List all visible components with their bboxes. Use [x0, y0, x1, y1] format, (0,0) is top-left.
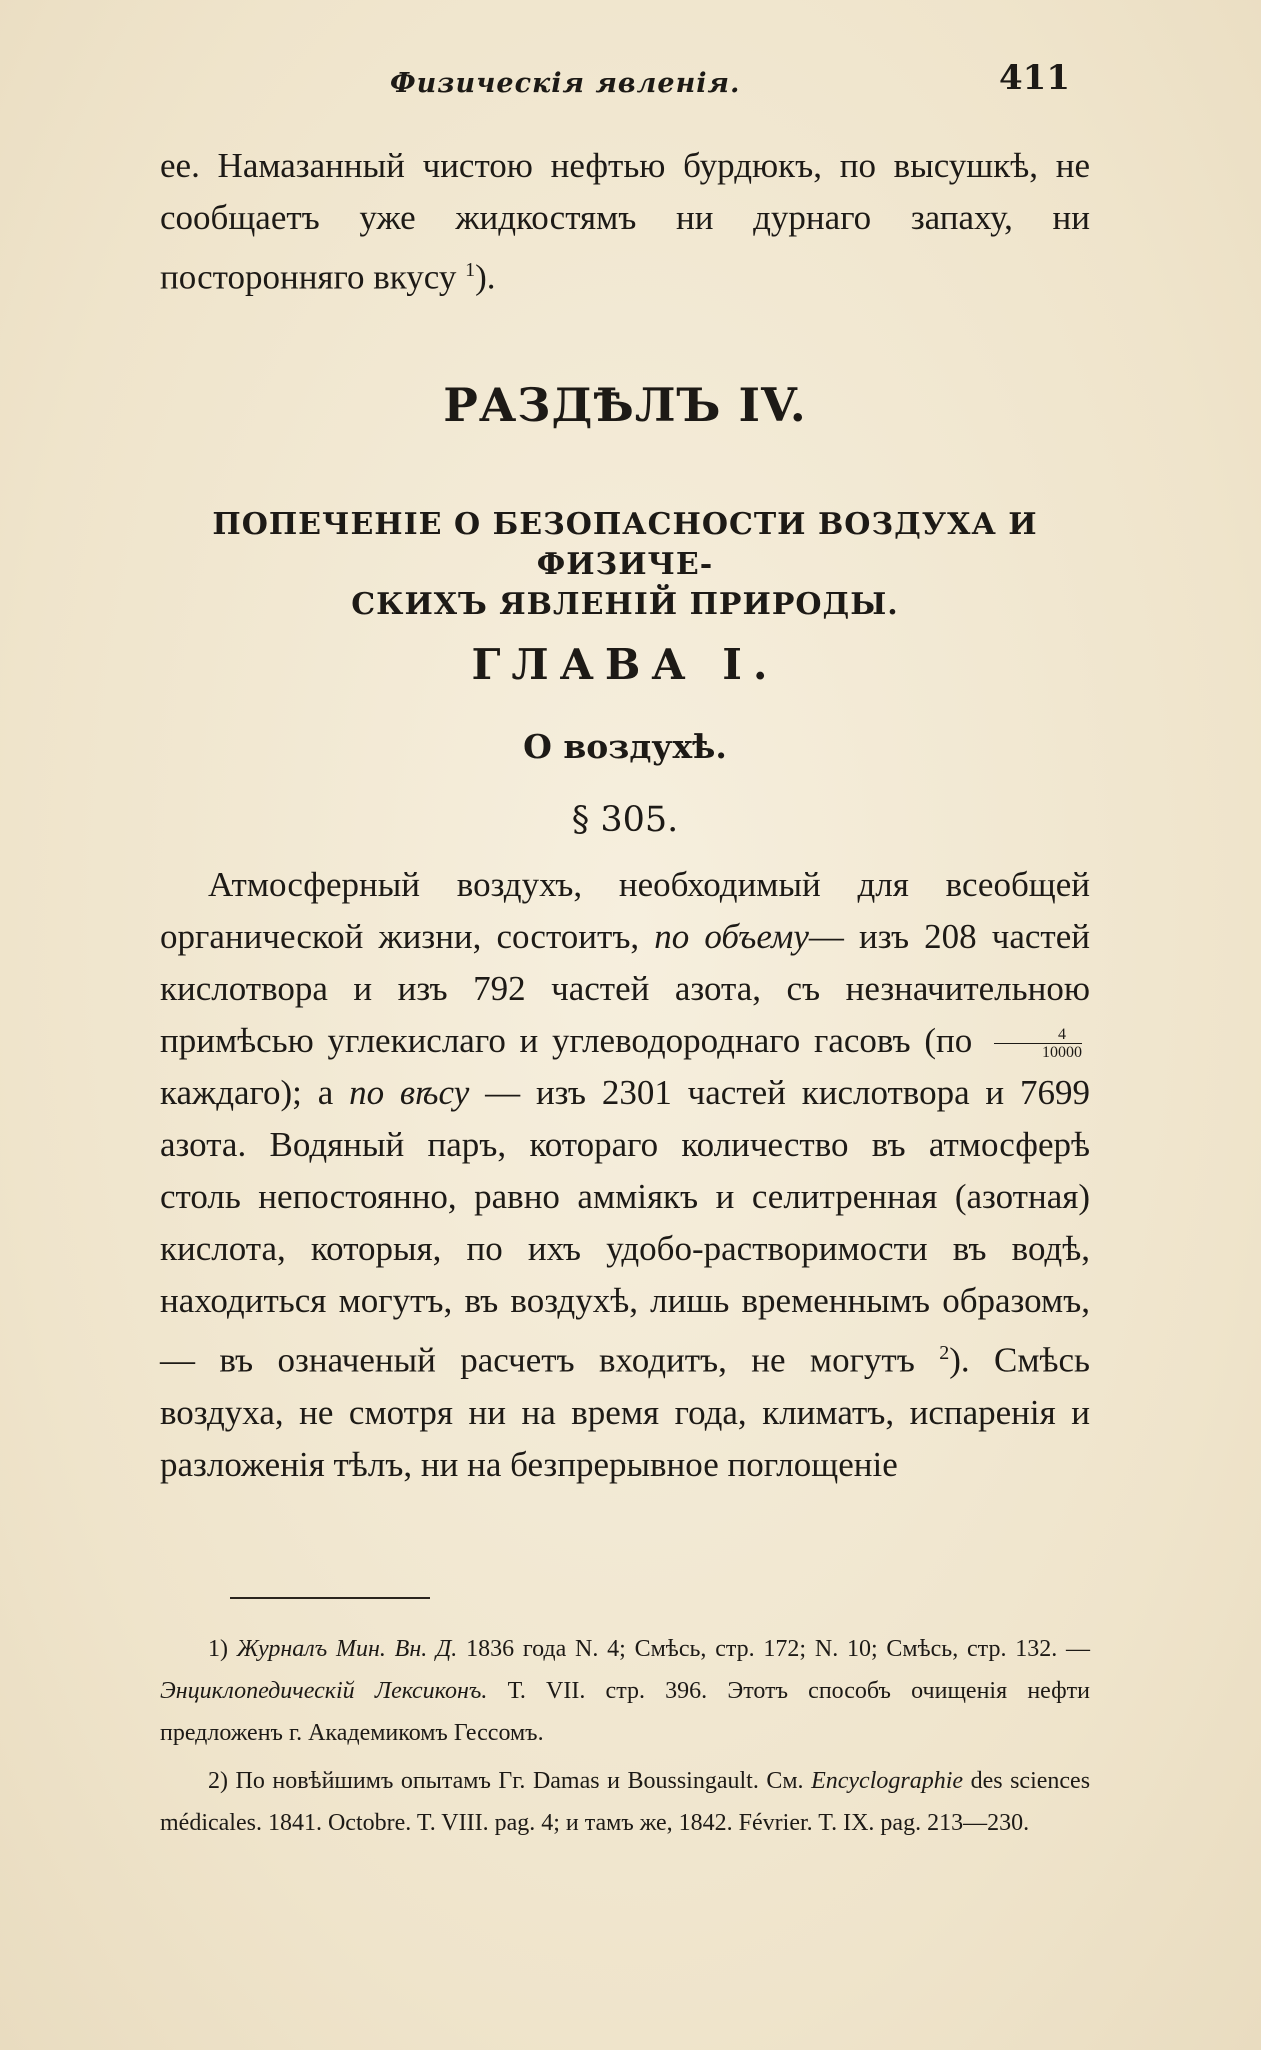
opening-text [160, 140, 1090, 304]
chapter-subtitle: О воздухѣ. [523, 727, 727, 766]
main-text-part-5: ). Смѣсь воздуха, не смотря ни на время года, климатъ, испаренія и разложенія тѣлъ, ни на безпрерывное поглощеніе [160, 1340, 1091, 1484]
footnote-ref-2: 2 [939, 1342, 950, 1364]
footnote-1-journal: Журналъ Мин. Вн. Д. [236, 1636, 458, 1662]
opening-text-tail: ). [475, 257, 496, 297]
fraction-denominator: 10000 [994, 1043, 1082, 1061]
footnotes [160, 1628, 1090, 1850]
main-text-part-4: — изъ 2301 частей кислотвора и 7699 азота. Водяный паръ, котораго количество въ атмосферѣ столь непостоянно, равно аммiякъ и селитренная (азотная) кислота, которыя, по ихъ удобо-растворимости въ водѣ, находиться могутъ, въ воздухѣ, лишь временнымъ образомъ, — въ означеный расчетъ входитъ, не могутъ [160, 1073, 1090, 1380]
section-title: РАЗДѢЛЪ IV. [443, 378, 807, 432]
page-header [160, 60, 1080, 110]
opening-text-content: ее. Намазанный чистою нефтью бурдюкъ, по высушкѣ, не сообщаетъ уже жидкостямъ ни дурнаго запаху, ни посторонняго вкусу [160, 146, 1090, 297]
section-subtitle-line-2: СКИХЪ ЯВЛЕНІЙ ПРИРОДЫ. [351, 587, 899, 622]
footnote-ref-1: 1 [465, 259, 476, 281]
footnote-1-text-1: 1836 года N. 4; Смѣсь, стр. 172; N. 10; Смѣсь, стр. 132. — [466, 1636, 1091, 1662]
by-volume-emphasis: по объему [654, 917, 809, 956]
footnote-1 [160, 1628, 1090, 1754]
footnote-2-encyclographie: Encyclographie [811, 1768, 964, 1794]
page-number: 411 [999, 58, 1070, 98]
footnote-2-number: 2) [208, 1768, 228, 1794]
footnote-1-lexicon: Энциклопедическій Лексиконъ. [160, 1678, 488, 1704]
fraction-numerator: 4 [1058, 1025, 1066, 1043]
opening-paragraph [160, 140, 1090, 304]
main-text-part-3: каждаго); а [160, 1073, 334, 1112]
footnote-2-text-1: По новѣйшимъ опытамъ Гг. Damas и Boussingault. См. [235, 1768, 804, 1794]
footnote-2-text-2: des sciences médicales. 1841. Octobre. T. VIII. pag. 4; и тамъ же, 1842. Février. T. IX. pag. 213—230. [160, 1768, 1091, 1836]
section-subtitle [160, 505, 1090, 625]
footnote-2 [160, 1760, 1090, 1844]
section-subtitle-line-1: ПОПЕЧЕНІЕ О БЕЗОПАСНОСТИ ВОЗДУХА И ФИЗИЧЕ- [212, 507, 1038, 582]
fraction [994, 1027, 1082, 1061]
main-text [160, 859, 1090, 1491]
footnote-1-text-2: Т. VII. стр. 396. Этотъ способъ очищенія нефти предложенъ г. Академикомъ Гессомъ. [160, 1678, 1090, 1746]
by-weight-emphasis: по вѣсу [349, 1073, 470, 1112]
chapter-title: ГЛАВА I. [471, 640, 779, 689]
footnote-1-number: 1) [208, 1636, 228, 1662]
running-head: Физическія явленія. [390, 68, 741, 99]
footnote-rule [230, 1597, 430, 1599]
main-text-part-2: — изъ 208 частей кислотвора и изъ 792 частей азота, съ незначительною примѣсью углекислаго и углеводороднаго гасовъ (по [160, 917, 1090, 1060]
main-text-part-1: Атмосферный воздухъ, необходимый для всеобщей органической жизни, состоитъ, [160, 865, 1090, 956]
paragraph-number: § 305. [571, 800, 679, 840]
main-paragraph [160, 859, 1090, 1491]
